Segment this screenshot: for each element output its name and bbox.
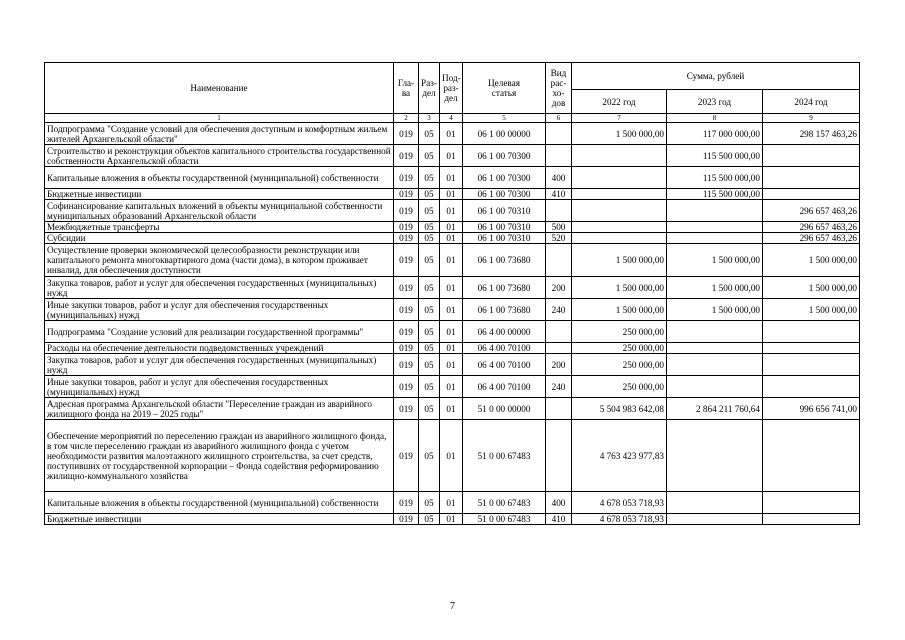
row-sum-2023: 115 500 000,00	[667, 145, 763, 167]
table-row	[45, 321, 860, 343]
row-sum-2022: 4 678 053 718,93	[572, 514, 667, 525]
row-sum-2024: 298 157 463,26	[763, 123, 860, 145]
row-celevaya-statya: 06 1 00 73680	[463, 299, 546, 321]
row-sum-2024	[763, 189, 860, 200]
row-glava: 019	[394, 420, 419, 492]
header-sum: Сумма, рублей	[572, 63, 860, 90]
row-sum-2022	[572, 233, 667, 244]
row-sum-2024	[763, 514, 860, 525]
row-vid-rashodov	[546, 145, 572, 167]
column-number: 2	[394, 114, 419, 123]
row-celevaya-statya: 06 1 00 70310	[463, 222, 546, 233]
row-razdel: 05	[419, 299, 440, 321]
row-celevaya-statya: 06 4 00 70100	[463, 343, 546, 354]
row-sum-2023	[667, 233, 763, 244]
row-vid-rashodov	[546, 343, 572, 354]
row-sum-2022: 250 000,00	[572, 376, 667, 398]
table-row	[45, 123, 860, 145]
row-razdel: 05	[419, 420, 440, 492]
row-name: Бюджетные инвестиции	[45, 514, 394, 525]
row-sum-2024: 1 500 000,00	[763, 299, 860, 321]
row-sum-2024	[763, 321, 860, 343]
row-sum-2024	[763, 343, 860, 354]
row-glava: 019	[394, 189, 419, 200]
header-2024: 2024 год	[763, 90, 860, 114]
column-number: 3	[419, 114, 440, 123]
page-number: 7	[450, 601, 455, 612]
row-razdel: 05	[419, 145, 440, 167]
row-glava: 019	[394, 299, 419, 321]
row-razdel: 05	[419, 167, 440, 189]
row-sum-2023	[667, 343, 763, 354]
row-razdel: 05	[419, 343, 440, 354]
row-name: Иные закупки товаров, работ и услуг для обеспечения государственных (муниципальных) нужд	[45, 299, 394, 321]
row-sum-2023: 1 500 000,00	[667, 277, 763, 299]
table-row	[45, 354, 860, 376]
row-podrazdel: 01	[440, 189, 463, 200]
row-sum-2022	[572, 189, 667, 200]
row-sum-2022	[572, 200, 667, 222]
row-sum-2024	[763, 376, 860, 398]
table-row	[45, 222, 860, 233]
row-sum-2023	[667, 321, 763, 343]
table-row	[45, 244, 860, 277]
row-razdel: 05	[419, 233, 440, 244]
column-number: 6	[546, 114, 572, 123]
row-vid-rashodov: 410	[546, 514, 572, 525]
row-name: Межбюджетные трансферты	[45, 222, 394, 233]
row-celevaya-statya: 06 1 00 73680	[463, 244, 546, 277]
table-row	[45, 145, 860, 167]
row-sum-2022: 1 500 000,00	[572, 123, 667, 145]
row-celevaya-statya: 06 1 00 70310	[463, 200, 546, 222]
row-sum-2023	[667, 354, 763, 376]
row-podrazdel: 01	[440, 398, 463, 420]
row-razdel: 05	[419, 321, 440, 343]
row-podrazdel: 01	[440, 343, 463, 354]
row-glava: 019	[394, 222, 419, 233]
row-vid-rashodov: 400	[546, 167, 572, 189]
table-row	[45, 299, 860, 321]
row-podrazdel: 01	[440, 222, 463, 233]
row-razdel: 05	[419, 398, 440, 420]
row-sum-2024	[763, 420, 860, 492]
row-razdel: 05	[419, 222, 440, 233]
row-glava: 019	[394, 233, 419, 244]
row-podrazdel: 01	[440, 492, 463, 514]
row-name: Обеспечение мероприятий по переселению граждан из аварийного жилищного фонда, в том числе переселению граждан из аварийного жилищного фонда с учетом необходимости развития малоэтажного жилищного строительства, за счет средств, поступивших от государственной корпорации – Фонда содействия реформированию жилищно-коммунального хозяйства	[45, 420, 394, 492]
row-sum-2024: 296 657 463,26	[763, 222, 860, 233]
row-sum-2022: 4 763 423 977,83	[572, 420, 667, 492]
row-sum-2023	[667, 514, 763, 525]
row-glava: 019	[394, 167, 419, 189]
row-name: Осуществление проверки экономической целесообразности реконструкции или капитального ремонта многоквартирного дома (части дома), в котором проживает инвалид, для обеспечения доступности	[45, 244, 394, 277]
row-sum-2022: 250 000,00	[572, 354, 667, 376]
row-name: Закупка товаров, работ и услуг для обеспечения государственных (муниципальных) нужд	[45, 354, 394, 376]
column-number: 4	[440, 114, 463, 123]
column-number: 9	[763, 114, 860, 123]
row-podrazdel: 01	[440, 277, 463, 299]
row-sum-2024	[763, 492, 860, 514]
table-row	[45, 492, 860, 514]
row-glava: 019	[394, 123, 419, 145]
row-podrazdel: 01	[440, 123, 463, 145]
row-podrazdel: 01	[440, 321, 463, 343]
row-vid-rashodov	[546, 398, 572, 420]
row-podrazdel: 01	[440, 299, 463, 321]
row-celevaya-statya: 06 1 00 70300	[463, 145, 546, 167]
row-celevaya-statya: 06 1 00 00000	[463, 123, 546, 145]
row-sum-2024: 296 657 463,26	[763, 233, 860, 244]
row-glava: 019	[394, 244, 419, 277]
row-celevaya-statya: 06 1 00 70310	[463, 233, 546, 244]
row-vid-rashodov	[546, 200, 572, 222]
row-sum-2024: 1 500 000,00	[763, 244, 860, 277]
row-vid-rashodov	[546, 123, 572, 145]
row-podrazdel: 01	[440, 200, 463, 222]
row-name: Строительство и реконструкция объектов капитального строительства государственной собственности Архангельской области	[45, 145, 394, 167]
table-row	[45, 233, 860, 244]
row-celevaya-statya: 51 0 00 67483	[463, 514, 546, 525]
row-razdel: 05	[419, 200, 440, 222]
row-name: Капитальные вложения в объекты государственной (муниципальной) собственности	[45, 492, 394, 514]
row-vid-rashodov: 200	[546, 277, 572, 299]
table-row	[45, 277, 860, 299]
table-row	[45, 514, 860, 525]
row-razdel: 05	[419, 277, 440, 299]
row-razdel: 05	[419, 123, 440, 145]
row-name: Закупка товаров, работ и услуг для обеспечения государственных (муниципальных) нужд	[45, 277, 394, 299]
row-sum-2024: 996 656 741,00	[763, 398, 860, 420]
row-name: Субсидии	[45, 233, 394, 244]
header-2022: 2022 год	[572, 90, 667, 114]
row-vid-rashodov: 400	[546, 492, 572, 514]
row-sum-2024	[763, 167, 860, 189]
table-row	[45, 343, 860, 354]
row-sum-2022: 1 500 000,00	[572, 244, 667, 277]
row-sum-2023	[667, 376, 763, 398]
row-sum-2022: 5 504 983 642,08	[572, 398, 667, 420]
row-vid-rashodov: 240	[546, 376, 572, 398]
row-razdel: 05	[419, 354, 440, 376]
row-glava: 019	[394, 514, 419, 525]
column-number: 8	[667, 114, 763, 123]
column-number: 7	[572, 114, 667, 123]
header-celevaya: Целевая статья	[463, 63, 546, 114]
row-glava: 019	[394, 321, 419, 343]
row-name: Иные закупки товаров, работ и услуг для обеспечения государственных (муниципальных) нужд	[45, 376, 394, 398]
row-celevaya-statya: 06 1 00 70300	[463, 189, 546, 200]
row-sum-2023	[667, 200, 763, 222]
row-sum-2022: 250 000,00	[572, 343, 667, 354]
row-name: Подпрограмма "Создание условий для обеспечения доступным и комфортным жильем жителей Архангельской области"	[45, 123, 394, 145]
row-razdel: 05	[419, 514, 440, 525]
row-podrazdel: 01	[440, 244, 463, 277]
row-glava: 019	[394, 354, 419, 376]
row-vid-rashodov: 240	[546, 299, 572, 321]
row-name: Расходы на обеспечение деятельности подведомственных учреждений	[45, 343, 394, 354]
row-celevaya-statya: 06 4 00 00000	[463, 321, 546, 343]
row-glava: 019	[394, 277, 419, 299]
row-celevaya-statya: 51 0 00 67483	[463, 492, 546, 514]
row-glava: 019	[394, 343, 419, 354]
header-glava: Гла- ва	[394, 63, 419, 114]
row-sum-2024	[763, 354, 860, 376]
table-row	[45, 398, 860, 420]
row-celevaya-statya: 06 4 00 70100	[463, 376, 546, 398]
row-celevaya-statya: 06 1 00 70300	[463, 167, 546, 189]
row-podrazdel: 01	[440, 233, 463, 244]
row-name: Софинансирование капитальных вложений в объекты муниципальной собственности муниципальных образований Архангельской области	[45, 200, 394, 222]
row-celevaya-statya: 06 4 00 70100	[463, 354, 546, 376]
table-row	[45, 420, 860, 492]
row-name: Капитальные вложения в объекты государственной (муниципальной) собственности	[45, 167, 394, 189]
row-sum-2022: 1 500 000,00	[572, 277, 667, 299]
row-sum-2022: 1 500 000,00	[572, 299, 667, 321]
header-vid: Вид рас- хо- дов	[546, 63, 572, 114]
header-name: Наименование	[45, 63, 394, 114]
row-sum-2023: 115 500 000,00	[667, 189, 763, 200]
row-sum-2023: 1 500 000,00	[667, 244, 763, 277]
row-sum-2023	[667, 492, 763, 514]
column-number-row	[45, 114, 860, 123]
row-razdel: 05	[419, 244, 440, 277]
row-sum-2023: 115 500 000,00	[667, 167, 763, 189]
row-vid-rashodov: 200	[546, 354, 572, 376]
row-celevaya-statya: 51 0 00 67483	[463, 420, 546, 492]
row-sum-2022	[572, 222, 667, 233]
budget-table	[44, 62, 860, 525]
row-name: Адресная программа Архангельской области "Переселение граждан из аварийного жилищного фонда на 2019 – 2025 годы"	[45, 398, 394, 420]
row-glava: 019	[394, 200, 419, 222]
row-glava: 019	[394, 492, 419, 514]
row-celevaya-statya: 06 1 00 73680	[463, 277, 546, 299]
row-name: Подпрограмма "Создание условий для реализации государственной программы"	[45, 321, 394, 343]
row-podrazdel: 01	[440, 376, 463, 398]
table-row	[45, 189, 860, 200]
row-glava: 019	[394, 145, 419, 167]
table-row	[45, 376, 860, 398]
row-sum-2022: 250 000,00	[572, 321, 667, 343]
budget-rows	[45, 123, 860, 525]
row-podrazdel: 01	[440, 420, 463, 492]
row-sum-2022	[572, 145, 667, 167]
column-number: 5	[463, 114, 546, 123]
header-2023: 2023 год	[667, 90, 763, 114]
row-sum-2023	[667, 222, 763, 233]
table-row	[45, 200, 860, 222]
row-sum-2024: 1 500 000,00	[763, 277, 860, 299]
row-sum-2022: 4 678 053 718,93	[572, 492, 667, 514]
row-name: Бюджетные инвестиции	[45, 189, 394, 200]
row-vid-rashodov: 500	[546, 222, 572, 233]
row-razdel: 05	[419, 376, 440, 398]
header-razdel: Раз- дел	[419, 63, 440, 114]
column-number: 1	[45, 114, 394, 123]
row-podrazdel: 01	[440, 354, 463, 376]
row-sum-2023	[667, 420, 763, 492]
row-celevaya-statya: 51 0 00 00000	[463, 398, 546, 420]
row-vid-rashodov	[546, 244, 572, 277]
row-sum-2023: 1 500 000,00	[667, 299, 763, 321]
row-razdel: 05	[419, 492, 440, 514]
row-vid-rashodov: 410	[546, 189, 572, 200]
row-vid-rashodov	[546, 321, 572, 343]
row-razdel: 05	[419, 189, 440, 200]
row-sum-2023: 117 000 000,00	[667, 123, 763, 145]
header-podrazdel: Под- раз- дел	[440, 63, 463, 114]
row-podrazdel: 01	[440, 514, 463, 525]
row-vid-rashodov	[546, 420, 572, 492]
row-podrazdel: 01	[440, 145, 463, 167]
row-podrazdel: 01	[440, 167, 463, 189]
row-sum-2023: 2 864 211 760,64	[667, 398, 763, 420]
row-sum-2022	[572, 167, 667, 189]
row-glava: 019	[394, 376, 419, 398]
row-sum-2024: 296 657 463,26	[763, 200, 860, 222]
row-glava: 019	[394, 398, 419, 420]
row-sum-2024	[763, 145, 860, 167]
table-row	[45, 167, 860, 189]
budget-sheet	[44, 62, 859, 525]
row-vid-rashodov: 520	[546, 233, 572, 244]
